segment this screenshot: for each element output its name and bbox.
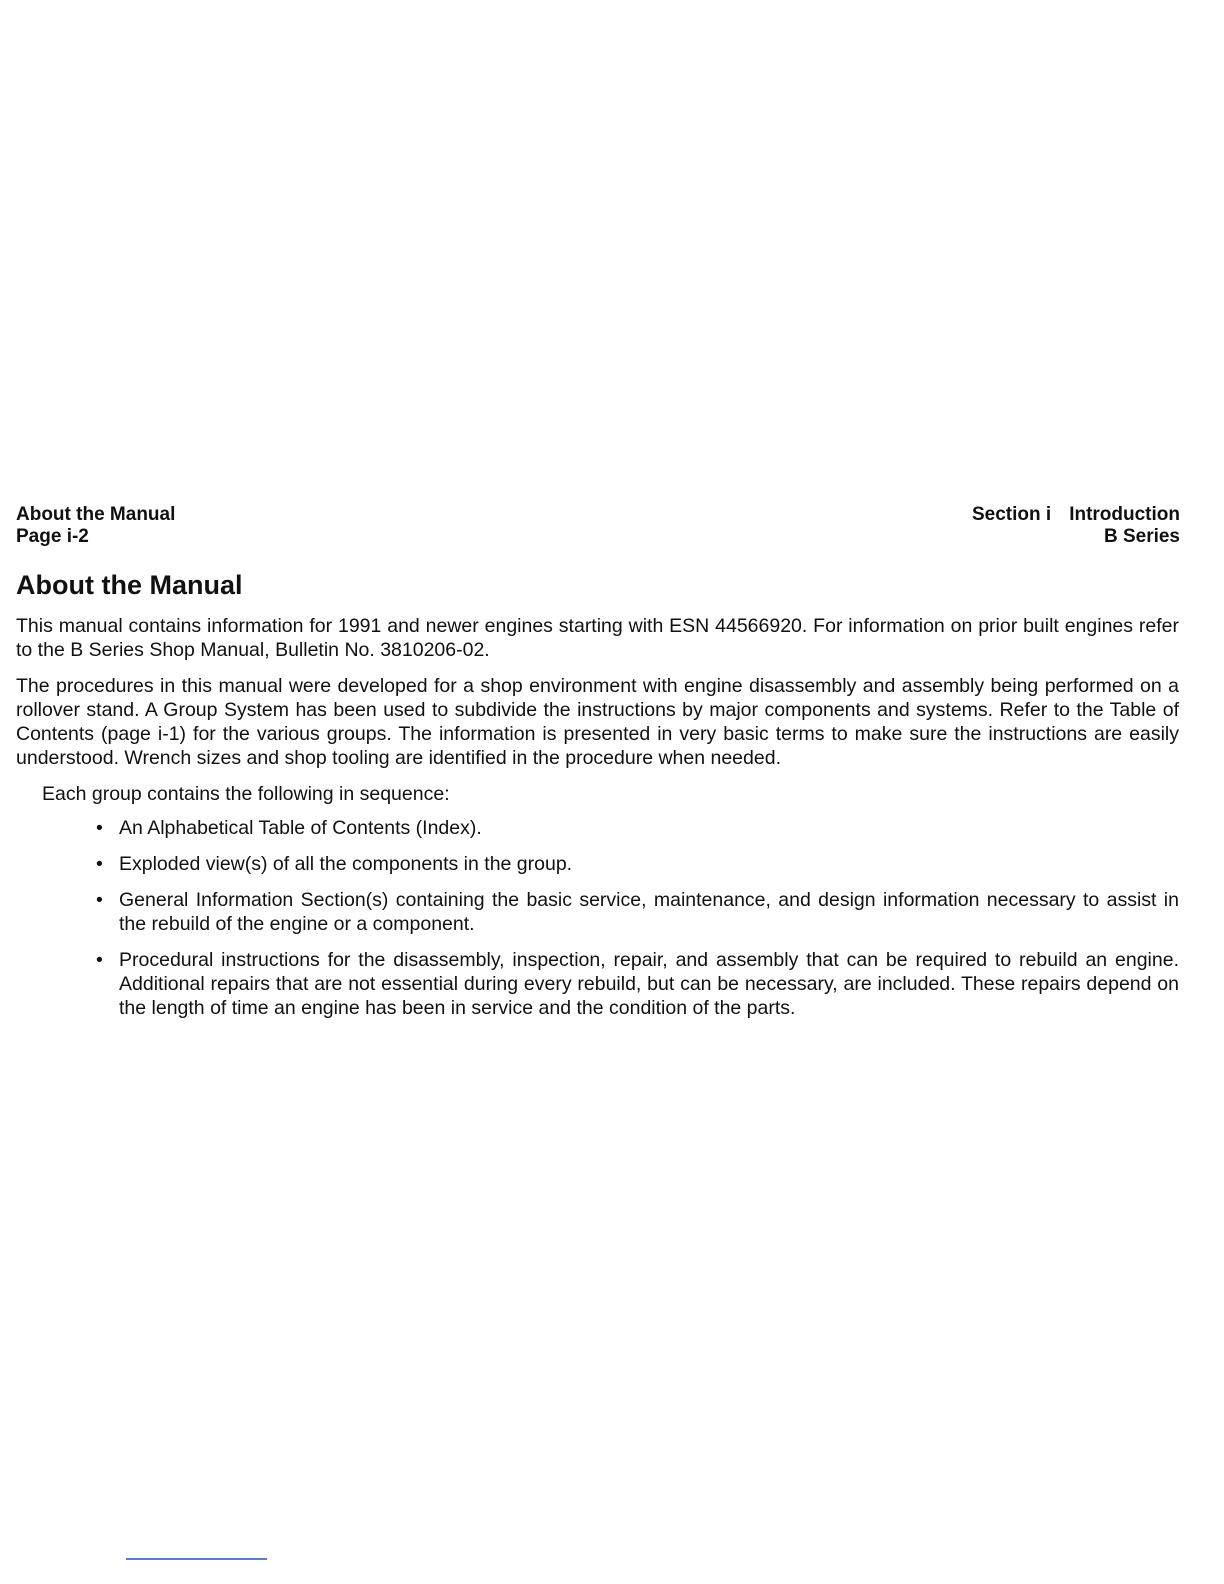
list-item-text: General Information Section(s) containing the basic service, maintenance, and design information necessary to assist in the rebuild of the engine or a component. (119, 889, 1179, 935)
sequence-intro: Each group contains the following in sequence: (42, 783, 450, 805)
list-item (96, 948, 1179, 1020)
running-title: About the Manual (16, 504, 176, 525)
section-name: Introduction (1069, 504, 1180, 525)
page-header (16, 504, 1180, 548)
list-item (96, 852, 1179, 876)
list-item (96, 816, 1179, 840)
list-item-text: An Alphabetical Table of Contents (Index). (119, 817, 482, 839)
procedures-paragraph: The procedures in this manual were developed for a shop environment with engine disassembly and assembly being performed on a rollover stand. A Group System has been used to subdivide the instructions by major components and systems. Refer to the Table of Contents (page i-1) for the various groups. The information is presented in very basic terms to make sure the instructions are easily understood. Wrench sizes and shop tooling are identified in the procedure when needed. (16, 675, 1179, 769)
bullet-glyph: • (96, 853, 103, 875)
series-label: B Series (1103, 526, 1180, 547)
bullet-glyph: • (96, 949, 103, 971)
intro-paragraph: This manual contains information for 1991 and newer engines starting with ESN 44566920. For information on prior built engines refer to the B Series Shop Manual, Bulletin No. 3810206-02. (16, 615, 1179, 661)
list-item-text: Procedural instructions for the disassembly, inspection, repair, and assembly that can be required to rebuild an engine. Additional repairs that are not essential during every rebuild, but can be necessary, are included. These repairs depend on the length of time an engine has been in service and the condition of the parts. (119, 949, 1179, 1019)
section-line (972, 504, 1180, 526)
footer-rule (126, 1558, 267, 1560)
header-right (972, 504, 1180, 548)
body-content (16, 614, 1179, 1032)
header-left (16, 504, 175, 548)
list-item (96, 888, 1179, 936)
page-title: About the Manual (16, 570, 243, 600)
bullet-glyph: • (96, 889, 103, 911)
section-label: Section i (972, 504, 1052, 525)
bullet-glyph: • (96, 817, 103, 839)
page-number: Page i-2 (16, 526, 89, 547)
sequence-list (16, 816, 1179, 1020)
list-item-text: Exploded view(s) of all the components in the group. (119, 853, 573, 875)
